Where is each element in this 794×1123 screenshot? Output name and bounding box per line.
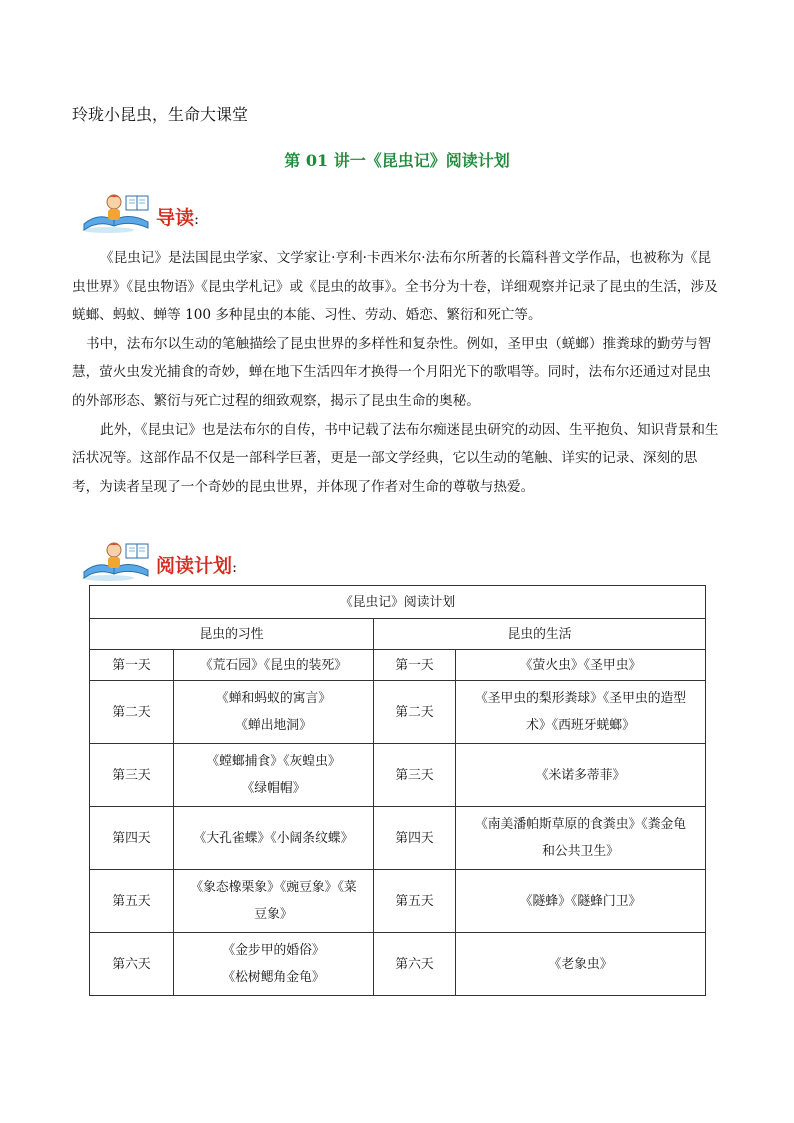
day-cell: 第一天 xyxy=(90,650,174,681)
book-line: 《蝉和蚂蚁的寓言》 xyxy=(215,691,332,706)
book-line: 《松树鳃角金龟》 xyxy=(222,970,325,985)
day-cell: 第四天 xyxy=(90,807,174,870)
book-line: 《南美潘帕斯草原的食粪虫》《粪金龟 xyxy=(474,817,687,832)
day-cell: 第二天 xyxy=(90,681,174,744)
left-books-cell xyxy=(174,650,374,681)
book-line: 和公共卫生》 xyxy=(542,844,619,859)
table-row xyxy=(90,681,706,744)
table-row xyxy=(90,744,706,807)
reading-child-icon xyxy=(78,190,158,234)
left-column-header: 昆虫的习性 xyxy=(90,619,374,650)
book-line: 《金步甲的婚俗》 xyxy=(222,943,325,958)
book-line: 《荒石园》《昆虫的装死》 xyxy=(199,657,348,673)
page-header-tagline: 玲珑小昆虫，生命大课堂 xyxy=(72,105,249,124)
book-line: 《萤火虫》《圣甲虫》 xyxy=(519,657,642,673)
book-line: 《绿帽帽》 xyxy=(241,781,306,796)
book-line: 《蝉出地洞》 xyxy=(235,718,312,733)
day-cell: 第六天 xyxy=(90,933,174,996)
book-line: 《大孔雀蝶》《小阔条纹蝶》 xyxy=(193,830,354,846)
left-books-cell xyxy=(174,681,374,744)
book-line: 《米诺多蒂菲》 xyxy=(535,767,626,783)
book-line: 《圣甲虫的梨形粪球》《圣甲虫的造型 xyxy=(474,691,687,706)
day-cell: 第六天 xyxy=(374,933,456,996)
right-books-cell xyxy=(456,933,706,996)
day-cell: 第二天 xyxy=(374,681,456,744)
right-books-cell xyxy=(456,870,706,933)
lecture-title: 第 01 讲一《昆虫记》阅读计划 xyxy=(284,151,510,170)
left-books-cell xyxy=(174,744,374,807)
day-cell: 第五天 xyxy=(374,870,456,933)
book-line: 豆象》 xyxy=(254,907,293,922)
guide-paragraph: 书中，法布尔以生动的笔触描绘了昆虫世界的多样性和复杂性。例如，圣甲虫（蜣螂）推粪球的勤劳与智慧，萤火虫发光捕食的奇妙，蝉在地下生活四年才换得一个月阳光下的歌唱等。同时，法布尔还通过对昆虫的外部形态、繁衍与死亡过程的细致观察，揭示了昆虫生命的奥秘。 xyxy=(72,335,712,409)
day-cell: 第一天 xyxy=(374,650,456,681)
book-line: 《螳螂捕食》《灰蝗虫》 xyxy=(206,754,341,769)
table-title: 《昆虫记》阅读计划 xyxy=(90,586,706,619)
table-row xyxy=(90,807,706,870)
guide-section-heading xyxy=(78,190,199,234)
right-books-cell xyxy=(456,744,706,807)
guide-label: 导读 xyxy=(156,207,195,229)
reading-child-icon xyxy=(78,538,158,582)
book-line: 术》《西班牙蜣螂》 xyxy=(526,718,635,733)
book-line: 《象态橡栗象》《豌豆象》《菜 xyxy=(190,880,357,895)
day-cell: 第四天 xyxy=(374,807,456,870)
table-row xyxy=(90,933,706,996)
left-books-cell xyxy=(174,807,374,870)
right-column-header: 昆虫的生活 xyxy=(374,619,706,650)
left-books-cell xyxy=(174,870,374,933)
guide-colon: : xyxy=(194,210,200,228)
table-row xyxy=(90,650,706,681)
reading-plan-table xyxy=(89,585,706,996)
day-cell: 第三天 xyxy=(374,744,456,807)
day-cell: 第三天 xyxy=(90,744,174,807)
table-row xyxy=(90,870,706,933)
book-line: 《隧蜂》《隧蜂门卫》 xyxy=(519,893,642,909)
day-cell: 第五天 xyxy=(90,870,174,933)
guide-paragraph: 《昆虫记》是法国昆虫学家、文学家让·亨利·卡西米尔·法布尔所著的长篇科普文学作品，也被称为《昆虫世界》《昆虫物语》《昆虫学札记》或《昆虫的故事》。全书分为十卷，详细观察并记录了昆虫的生活，涉及蜣螂、蚂蚁、蝉等 100 多种昆虫的本能、习性、劳动、婚恋、繁衍和死亡等。 xyxy=(72,250,718,324)
right-books-cell xyxy=(456,807,706,870)
plan-colon: : xyxy=(232,558,238,576)
right-books-cell xyxy=(456,681,706,744)
plan-section-heading xyxy=(78,538,237,582)
book-line: 《老象虫》 xyxy=(548,956,613,972)
right-books-cell xyxy=(456,650,706,681)
guide-paragraph: 此外，《昆虫记》也是法布尔的自传，书中记载了法布尔痴迷昆虫研究的动因、生平抱负、知识背景和生活状况等。这部作品不仅是一部科学巨著，更是一部文学经典，它以生动的笔触、详实的记录、深刻的思考，为读者呈现了一个奇妙的昆虫世界，并体现了作者对生命的尊敬与热爱。 xyxy=(72,421,719,495)
guide-body xyxy=(72,244,724,501)
left-books-cell xyxy=(174,933,374,996)
plan-label: 阅读计划 xyxy=(156,555,233,577)
